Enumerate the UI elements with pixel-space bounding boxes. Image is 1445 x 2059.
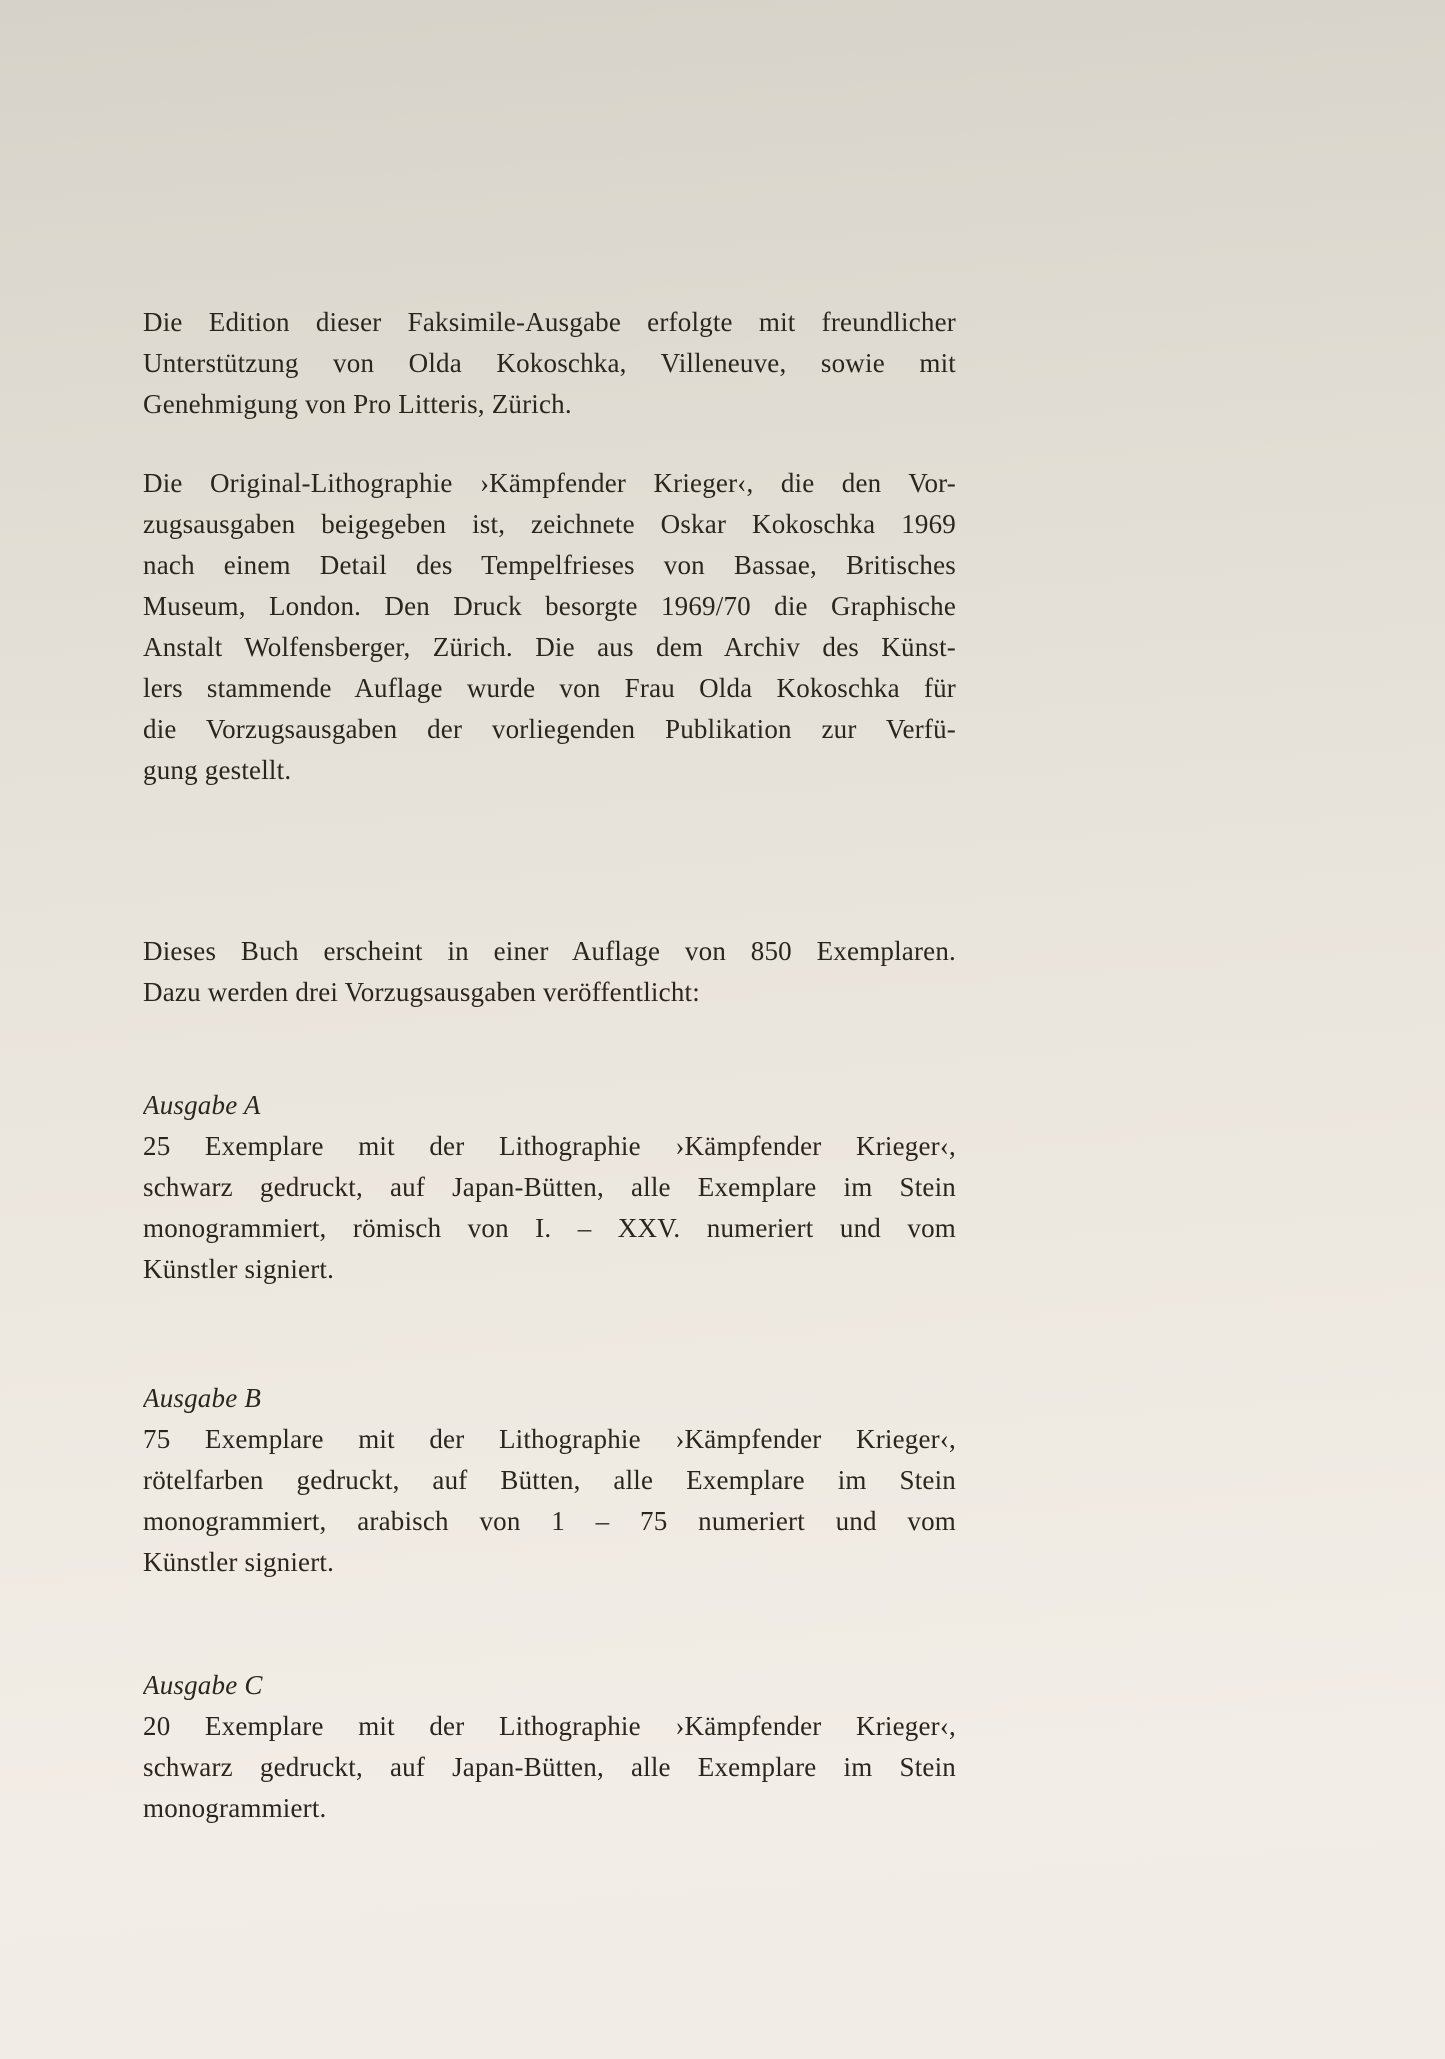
text-line: Anstalt Wolfensberger, Zürich. Die aus dem Archiv des Künst- bbox=[143, 632, 956, 662]
text-line: monogrammiert. bbox=[143, 1793, 327, 1823]
section-ausgabe-a bbox=[143, 1085, 956, 1290]
text-line: Die Edition dieser Faksimile-Ausgabe erfolgte mit freundlicher bbox=[143, 307, 956, 337]
text-line: rötelfarben gedruckt, auf Bütten, alle Exemplare im Stein bbox=[143, 1465, 956, 1495]
text-line: lers stammende Auflage wurde von Frau Olda Kokoschka für bbox=[143, 673, 956, 703]
text-line: Künstler signiert. bbox=[143, 1254, 335, 1284]
colophon-text bbox=[143, 302, 956, 1829]
text-line: monogrammiert, römisch von I. – XXV. numeriert und vom bbox=[143, 1213, 956, 1243]
paragraph-lithograph-note bbox=[143, 463, 956, 791]
text-line: 20 Exemplare mit der Lithographie ›Kämpfender Krieger‹, bbox=[143, 1711, 956, 1741]
text-line: 25 Exemplare mit der Lithographie ›Kämpfender Krieger‹, bbox=[143, 1131, 956, 1161]
text-line: 75 Exemplare mit der Lithographie ›Kämpfender Krieger‹, bbox=[143, 1424, 956, 1454]
text-line: nach einem Detail des Tempelfrieses von Bassae, Britisches bbox=[143, 550, 956, 580]
text-line: schwarz gedruckt, auf Japan-Bütten, alle Exemplare im Stein bbox=[143, 1172, 956, 1202]
text-line: Dieses Buch erscheint in einer Auflage von 850 Exemplaren. bbox=[143, 936, 956, 966]
text-line: gung gestellt. bbox=[143, 755, 292, 785]
text-line: Unterstützung von Olda Kokoschka, Villeneuve, sowie mit bbox=[143, 348, 956, 378]
text-line: schwarz gedruckt, auf Japan-Bütten, alle Exemplare im Stein bbox=[143, 1752, 956, 1782]
text-line: Genehmigung von Pro Litteris, Zürich. bbox=[143, 389, 572, 419]
edition-heading: Ausgabe C bbox=[143, 1670, 263, 1700]
text-line: Dazu werden drei Vorzugsausgaben veröffentlicht: bbox=[143, 977, 700, 1007]
text-line: zugsausgaben beigegeben ist, zeichnete Oskar Kokoschka 1969 bbox=[143, 509, 956, 539]
edition-heading: Ausgabe A bbox=[143, 1090, 261, 1120]
section-ausgabe-b bbox=[143, 1378, 956, 1583]
text-line: die Vorzugsausgaben der vorliegenden Publikation zur Verfü- bbox=[143, 714, 956, 744]
paragraph-edition-note bbox=[143, 302, 956, 425]
text-line: Künstler signiert. bbox=[143, 1547, 335, 1577]
text-line: monogrammiert, arabisch von 1 – 75 numeriert und vom bbox=[143, 1506, 956, 1536]
text-line: Die Original-Lithographie ›Kämpfender Krieger‹, die den Vor- bbox=[143, 468, 956, 498]
section-ausgabe-c bbox=[143, 1665, 956, 1829]
paragraph-print-run-note bbox=[143, 931, 956, 1013]
text-line: Museum, London. Den Druck besorgte 1969/70 die Graphische bbox=[143, 591, 956, 621]
edition-heading: Ausgabe B bbox=[143, 1383, 262, 1413]
